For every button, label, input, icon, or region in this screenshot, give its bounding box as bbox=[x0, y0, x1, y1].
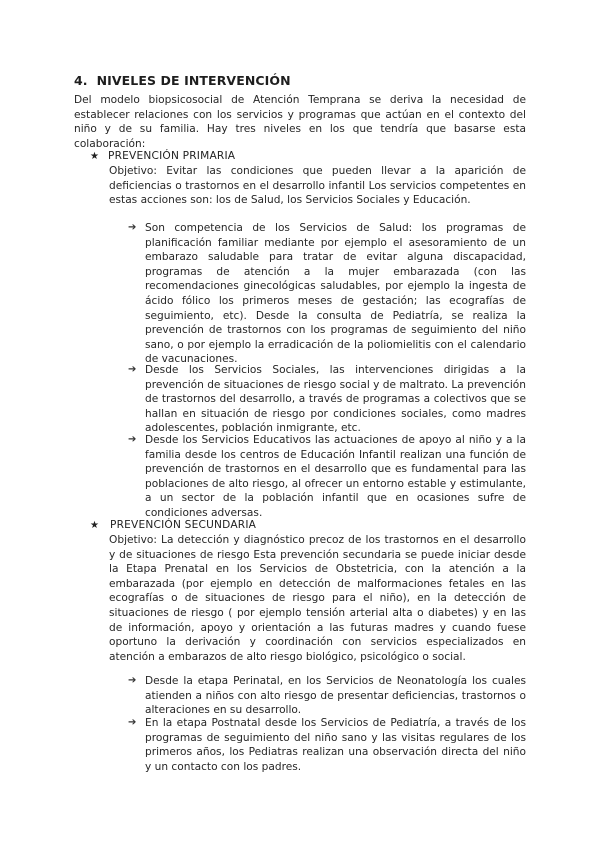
primaria-item-servicios-sociales: Desde los Servicios Sociales, las intervenciones dirigidas a la prevención de situaciones de riesgo social y de maltrato. La prevención de trastornos del desarrollo, a través de programas a colectivos que se hallan en situación de riesgo por condiciones sociales, como madres adolescentes, población inmigrante, etc. bbox=[145, 364, 526, 435]
primaria-item-salud: Son competencia de los Servicios de Salud: los programas de planificación familiar mediante por ejemplo el asesoramiento de un embarazo saludable para tratar de evitar alguna discapacidad, programas de atención a la mujer embarazada (con las recomendaciones ginecológicas saludables, por ejemplo la ingesta de ácido fólico los primeros meses de gestación; las ecografías de seguimiento, etc). Desde la consulta de Pediatría, se realiza la prevención de trastornos con los programas de seguimiento del niño sano, o por ejemplo la erradicación de la poliomielitis con el calendario de vacunaciones. bbox=[145, 222, 526, 366]
section-heading bbox=[74, 73, 291, 88]
section-title: NIVELES DE INTERVENCIÓN bbox=[96, 73, 291, 88]
secundaria-title: PREVENCIÓN SECUNDARIA bbox=[110, 519, 257, 531]
secundaria-objective: Objetivo: La detección y diagnóstico precoz de los trastornos en el desarrollo y de situaciones de riesgo Esta prevención secundaria se puede iniciar desde la Etapa Prenatal en los Servicios de Obstetricia, con la atención a la embarazada (por ejemplo en detección de malformaciones fetales en las ecografías o de situaciones de riesgo para el niño), en la detección de situaciones de riesgo ( por ejemplo tensión arterial alta o diabetes) y en las de información, apoyo y orientación a las futuras madres y cuando fuese oportuno la derivación y coordinación con servicios especializados en atención a embarazos de alto riesgo biológico, psicológico o social. bbox=[109, 534, 526, 663]
arrow-bullet-icon: ➔ bbox=[128, 364, 137, 375]
primaria-objective: Objetivo: Evitar las condiciones que pueden llevar a la aparición de deficiencias o trastornos en el desarrollo infantil Los servicios competentes en estas acciones son: los de Salud, los Servicios Sociales y Educación. bbox=[109, 165, 526, 207]
section-number: 4. bbox=[74, 73, 88, 88]
star-bullet-icon: ★ bbox=[90, 151, 99, 162]
arrow-bullet-icon: ➔ bbox=[128, 675, 137, 686]
primaria-title: PREVENCIÓN PRIMARIA bbox=[108, 150, 236, 162]
primaria-item-educativos: Desde los Servicios Educativos las actuaciones de apoyo al niño y a la familia desde los centros de Educación Infantil realizan una función de prevención de trastornos en el desarrollo que es fundamental para las poblaciones de alto riesgo, al ofrecer un entorno estable y estimulante, a un sector de la población infantil que en ocasiones sufre de condiciones adversas. bbox=[145, 434, 526, 519]
intro-paragraph: Del modelo biopsicosocial de Atención Temprana se deriva la necesidad de establecer relaciones con los servicios y programas que actúan en el contexto del niño y de su familia. Hay tres niveles en los que tendría que basarse esta colaboración: bbox=[74, 94, 526, 150]
secundaria-item-perinatal: Desde la etapa Perinatal, en los Servicios de Neonatología los cuales atienden a niños con alto riesgo de presentar deficiencias, trastornos o alteraciones en su desarrollo. bbox=[145, 675, 526, 717]
secundaria-item-postnatal: En la etapa Postnatal desde los Servicios de Pediatría, a través de los programas de seguimiento del niño sano y las visitas regulares de los primeros años, los Pediatras realizan una observación directa del niño y un contacto con los padres. bbox=[145, 717, 526, 773]
star-bullet-icon: ★ bbox=[90, 520, 99, 531]
arrow-bullet-icon: ➔ bbox=[128, 717, 137, 728]
arrow-bullet-icon: ➔ bbox=[128, 434, 137, 445]
arrow-bullet-icon: ➔ bbox=[128, 222, 137, 233]
